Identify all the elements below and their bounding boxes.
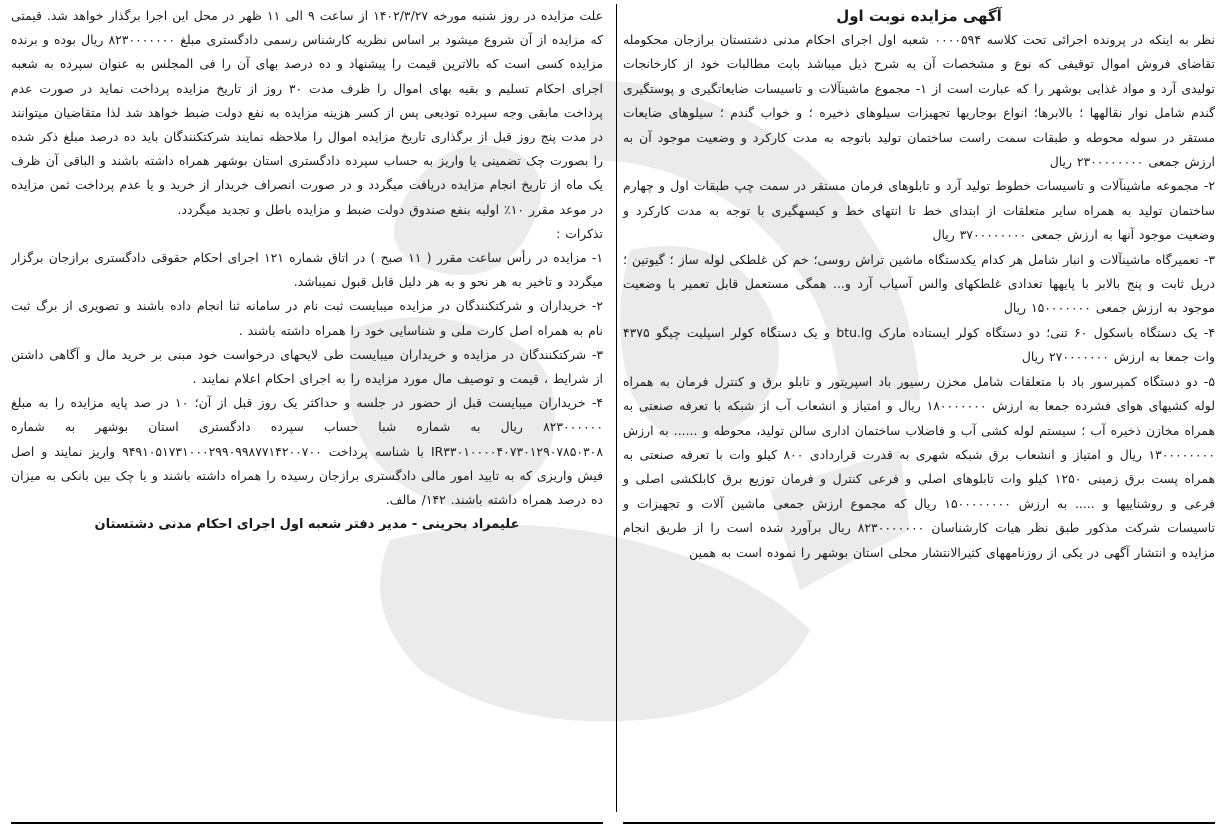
- notice-paragraph-item-2: ۲- مجموعه ماشینآلات و تاسیسات خطوط تولید آرد و تابلوهای فرمان مستقر در سمت چپ طبقات اول و چهارم ساختمان تولید به همراه سایر متعلقات از ابتدای خط تا انتهای خط و کیسهگیری با توجه به مدت کارکرد و وضعیت موجود آنها به ارزش جمعی ۳۷۰۰۰۰۰۰۰۰ ریال: [623, 178, 1215, 243]
- notice-paragraph-item-3: ۳- تعمیرگاه ماشینآلات و انبار شامل هر کدام یکدستگاه ماشین تراش روسی؛ خم کن غلطکی لوله ساز ؛ گیوتین ؛ دریل ثابت و پنج بالابر با پایهها تعدادی غلطکهای والس آسیاب آرد و... همگی مستعمل قابل تعمیر با وضعیت موجود به ارزش جمعی ۱۵۰۰۰۰۰۰۰ ریال: [623, 251, 1215, 316]
- notice-paragraph-item-5: ۵- دو دستگاه کمپرسور باد با متعلقات شامل مخزن رسیور باد اسپریتور و تابلو برق و کنترل فرمان به همراه لوله کشیهای هوای فشرده جمعا به ارزش ۱۸۰۰۰۰۰۰۰ ریال و امتیاز و انشعاب آب از شبکه با تعرفه صنعتی به همراه مخازن ذخیره آب ؛ سیستم لوله کشی آب و فاضلاب ساختمان اداری سالن تولید، محوطه و ...... به ارزش ۱۳۰۰۰۰۰۰۰۰ ریال و امتیاز و انشعاب برق شبکه شهری به قدرت قراردادی ۸۰۰ کیلو وات با تعرفه صنعتی به همراه پست برق زمینی ۱۲۵۰ کیلو وات تابلوهای اصلی و فرعی کنترل و فرمان توزیع برق کابلکشی اصلی و فرعی و روشناییها و ..... به ارزش ۱۵۰۰۰۰۰۰۰۰ ریال که مجموع ارزش جمعی ماشین آلات و تجهیزات و تاسیسات شرکت مذکور طبق نظر هیات کارشناسان ۸۲۳۰۰۰۰۰۰۰ ریال برآورد شده است را از طریق انجام مزایده و انتشار آگهی در یکی از روزنامههای کثیرالانتشار محلی استان بوشهر را نموده است به همین: [623, 373, 1215, 560]
- note-1: ۱- مزایده در رأس ساعت مقرر ( ۱۱ صبح ) در اتاق شماره ۱۲۱ اجرای احکام حقوقی دادگستری برازجان برگزار میگردد و تاخیر به هر نحو و به هر دلیل قابل قبول نمیباشد.: [11, 250, 603, 290]
- note-3: ۳- شرکتکنندگان در مزایده و خریداران میبایست طی لایحهای درخواست خود مبنی بر خرید مال و آگاهی داشتن از شرایط ، قیمت و توصیف مال مورد مزایده را به اجرای احکام اعلام نمایند .: [11, 346, 603, 387]
- notice-left-column: [11, 4, 603, 812]
- note-2: ۲- خریداران و شرکتکنندگان در مزایده میبایست ثبت نام در سامانه ثنا انجام داده باشند و تصویری از برگ ثبت نام به همراه اصل کارت ملی و شناسایی خود را همراه داشته باشند .: [11, 298, 603, 338]
- bottom-rule-right: [623, 822, 1215, 824]
- notice-title: آگهی مزایده نوبت اول: [836, 7, 1002, 25]
- auction-terms-paragraph: علت مزایده در روز شنبه مورخه ۱۴۰۲/۳/۲۷ از ساعت ۹ الی ۱۱ ظهر در محل این اجرا برگذار خواهد شد. قیمتی که مزایده از آن شروع میشود بر اساس نظریه کارشناس رسمی دادگستری مبلغ ۸۲۳۰۰۰۰۰۰۰ ریال بوده و برنده مزایده کسی است که بالاترین قیمت را پیشنهاد و ده درصد بهای آن را فی المجلس به عنوان سپرده به شعبه اجرای احکام تسلیم و بقیه بهای اموال را ظرف مدت ۳۰ روز از تاریخ مزایده پرداخت نماید در صورت عدم پرداخت مابقی وجه سپرده تودیعی پس از کسر هزینه مزایده به نفع دولت ضبط خواهد شد لذا متقاضیان میتوانند در مدت پنج روز قبل از برگذاری تاریخ مزایده اموال را ملاحظه نمایند شرکتکنندگان باید ده درصد مبلغ ذکر شده را بصورت چک تضمینی یا واریز به حساب سپرده دادگستری استان بوشهر همراه داشته باشند و الباقی آن ظرف یک ماه از تاریخ انجام مزایده دریافت میگردد و در صورت انصراف خریدار از خرید و یا عدم پرداخت ثمن مزایده در موعد مقرر ۱۰٪ اولیه بنفع صندوق دولت ضبط و مزایده باطل و تجدید میگردد.: [11, 8, 603, 217]
- notice-paragraph-item-4: ۴- یک دستگاه باسکول ۶۰ تنی؛ دو دستگاه کولر ایستاده مارک btu.lg و یک دستگاه کولر اسپلیت چیگو ۴۳۷۵ وات جمعا به ارزش ۲۷۰۰۰۰۰۰۰ ریال: [623, 324, 1215, 365]
- notice-paragraph-intro-item-1: نظر به اینکه در پرونده اجرائی تحت کلاسه ۰۰۰۰۵۹۴ شعبه اول اجرای احکام مدنی دشتستان برازجان محکومله تقاضای فروش اموال توقیفی که نوع و مشخصات آن به شرح ذیل میباشد بابت مطالبات خود از کارخانجات تولیدی آرد و مواد غذایی بوشهر را که عبارت است از ۱- مجموع ماشینآلات و تاسیسات ضایعاتگیری و پوستگیری گندم شامل نوار نقالهها ؛ بالابرها؛ انواع بوجاریها تجهیزات سیلوهای ذخیره ؛ و خواب گندم ؛ سیلوهای ضایعات مستقر در سوله محوطه و طبقات سمت راست ساختمان تولید باتوجه به مدت کارکرد و وضعیت موجود آن به ارزش جمعی ۲۳۰۰۰۰۰۰۰۰ ریال: [623, 32, 1215, 170]
- notes-heading: تذکرات :: [556, 225, 603, 241]
- signature-line: علیمراد بحرینی - مدیر دفتر شعبه اول اجرای احکام مدنی دشتستان: [94, 517, 520, 533]
- note-4: ۴- خریداران میبایست قبل از حضور در جلسه و حداکثر یک روز قبل از آن؛ ۱۰ در صد پایه مزایده را به مبلغ ۸۲۳۰۰۰۰۰۰ ریال به شماره شبا حساب سپرده دادگستری استان بوشهر به شماره IR۳۳۰۱۰۰۰۰۴۰۷۳۰۱۲۹۰۷۸۵۰۳۰۸ با شناسه پرداخت ۹۴۹۱۰۵۱۷۳۱۰۰۰۲۹۹۰۹۹۸۷۷۱۴۲۰۰۷۰۰ واریز نمایند و اصل فیش واریزی که به تایید امور مالی دادگستری برازجان رسیده را همراه داشته باشند و یا چک بین بانکی به میزان ده درصد همراه داشته باشند. ۱۴۲/ مالف.: [11, 395, 603, 508]
- bottom-rule-left: [11, 822, 603, 824]
- notice-right-column: [616, 4, 1215, 812]
